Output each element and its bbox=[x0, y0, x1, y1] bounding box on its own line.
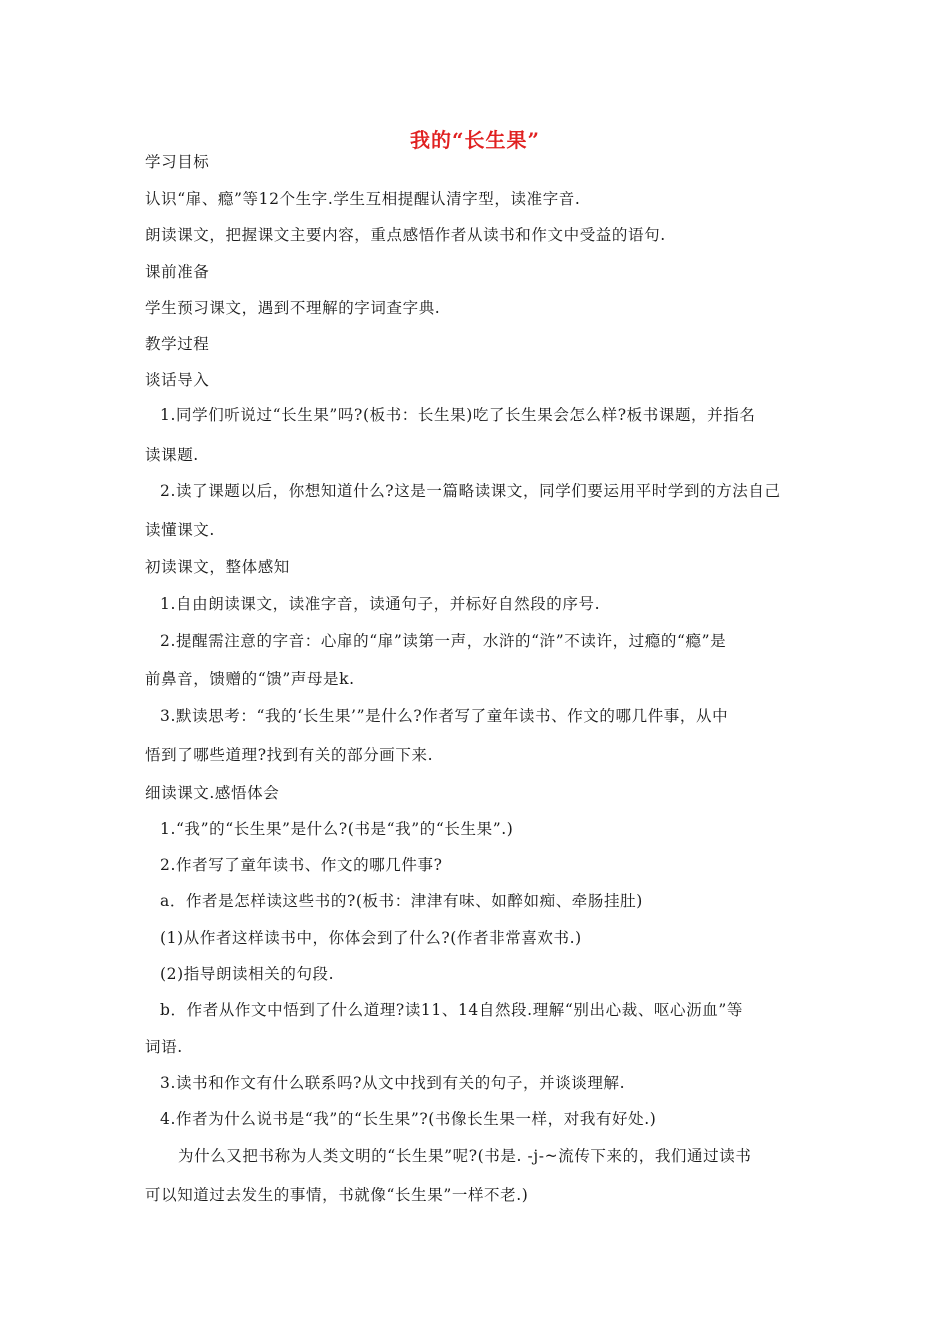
document-title: 我的“长生果” bbox=[409, 128, 540, 152]
section-heading-first-reading: 初读课文，整体感知 bbox=[145, 558, 290, 576]
list-item: b．作者从作文中悟到了什么道理?读11、14自然段.理解“别出心裁、呕心沥血”等 bbox=[160, 1001, 743, 1019]
list-item-continuation: 词语. bbox=[145, 1038, 183, 1056]
list-item: (1)从作者这样读书中，你体会到了什么?(作者非常喜欢书.) bbox=[160, 929, 582, 947]
section-heading-goals: 学习目标 bbox=[145, 153, 210, 171]
section-heading-process: 教学过程 bbox=[145, 335, 210, 353]
list-item-continuation: 悟到了哪些道理?找到有关的部分画下来. bbox=[145, 746, 434, 764]
list-item: 3.读书和作文有什么联系吗?从文中找到有关的句子，并谈谈理解. bbox=[160, 1074, 626, 1092]
paragraph: 认识“扉、瘾”等12个生字.学生互相提醒认清字型，读准字音. bbox=[145, 190, 581, 208]
list-item: (2)指导朗读相关的句段. bbox=[160, 965, 335, 983]
list-item-continuation: 读课题. bbox=[145, 446, 199, 464]
list-item: 4.作者为什么说书是“我”的“长生果”?(书像长生果一样，对我有好处.) bbox=[160, 1110, 657, 1128]
list-item: a．作者是怎样读这些书的?(板书：津津有味、如醉如痴、牵肠挂肚) bbox=[160, 892, 643, 910]
section-heading-close-reading: 细读课文.感悟体会 bbox=[145, 784, 280, 802]
list-item-continuation: 读懂课文. bbox=[145, 521, 215, 539]
section-heading-intro: 谈话导入 bbox=[145, 371, 210, 389]
list-item: 1.同学们听说过“长生果”吗?(板书：长生果)吃了长生果会怎么样?板书课题，并指名 bbox=[160, 406, 756, 424]
list-item: 3.默读思考：“我的‘长生果’”是什么?作者写了童年读书、作文的哪几件事，从中 bbox=[160, 707, 729, 725]
paragraph-continuation: 可以知道过去发生的事情，书就像“长生果”一样不老.) bbox=[145, 1186, 529, 1204]
list-item: 1.自由朗读课文，读准字音，读通句子，并标好自然段的序号. bbox=[160, 595, 601, 613]
list-item-continuation: 前鼻音，馈赠的“馈”声母是k. bbox=[145, 670, 355, 688]
paragraph: 学生预习课文，遇到不理解的字词查字典. bbox=[145, 299, 441, 317]
paragraph: 为什么又把书称为人类文明的“长生果”呢?(书是. -j-~流传下来的，我们通过读书 bbox=[178, 1147, 752, 1165]
list-item: 2.作者写了童年读书、作文的哪几件事? bbox=[160, 856, 443, 874]
section-heading-preparation: 课前准备 bbox=[145, 263, 210, 281]
list-item: 2.提醒需注意的字音：心扉的“扉”读第一声，水浒的“浒”不读许，过瘾的“瘾”是 bbox=[160, 632, 727, 650]
list-item: 1.“我”的“长生果”是什么?(书是“我”的“长生果”.) bbox=[160, 820, 514, 838]
paragraph: 朗读课文，把握课文主要内容，重点感悟作者从读书和作文中受益的语句. bbox=[145, 226, 666, 244]
list-item: 2.读了课题以后，你想知道什么?这是一篇略读课文，同学们要运用平时学到的方法自己 bbox=[160, 482, 781, 500]
